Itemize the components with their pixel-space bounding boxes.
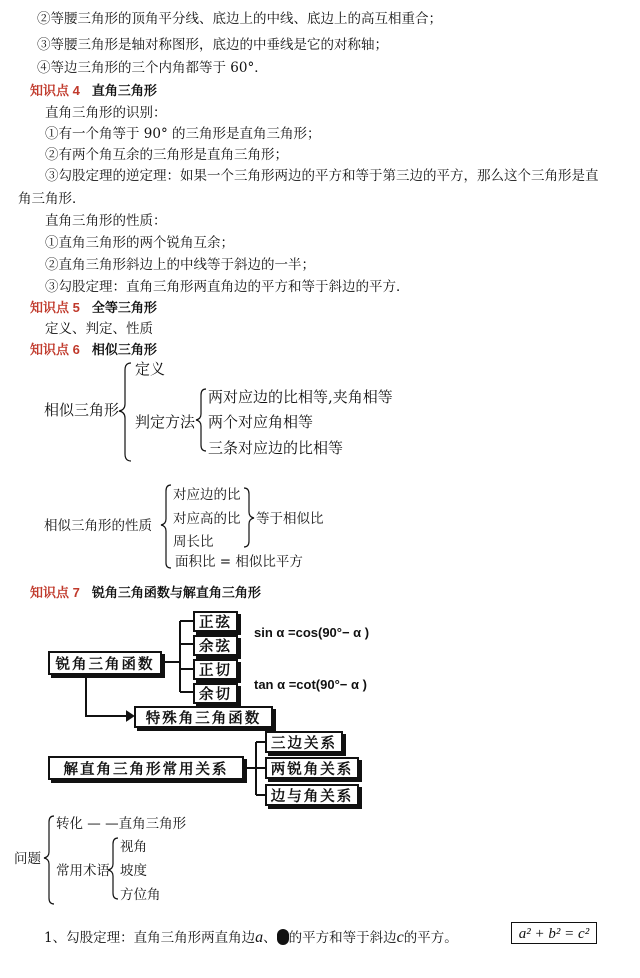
knowledge-point-title: 直角三角形: [91, 84, 157, 99]
connector-solve: [244, 742, 265, 795]
similar-root: 相似三角形: [44, 401, 120, 419]
box-sin: 正弦: [193, 611, 238, 632]
similar-method-label: 判定方法: [135, 413, 196, 431]
brace-similar: [119, 363, 131, 461]
knowledge-point-heading: [30, 584, 261, 603]
brace-question: [44, 816, 54, 904]
brace-props-right: [244, 488, 254, 547]
pythagoras-text: 的平方和等于斜边: [288, 930, 397, 946]
question-transform: 转化 — —直角三角形: [56, 816, 187, 832]
knowledge-point-number: 知识点 7: [30, 585, 80, 600]
text-line: ①有一个角等于 90° 的三角形是直角三角形；: [45, 126, 321, 142]
similar-method: 三条对应边的比相等: [208, 439, 344, 457]
text-line: ④等边三角形的三个内角都等于 60°．: [37, 60, 268, 76]
text-line: ①直角三角形的两个锐角互余；: [45, 235, 234, 251]
knowledge-point-number: 知识点 5: [30, 300, 80, 315]
props-item: 周长比: [173, 534, 214, 550]
text-line: ②等腰三角形的顶角平分线、底边上的中线、底边上的高互相重合；: [37, 11, 442, 27]
props-result: 等于相似比: [256, 511, 324, 527]
knowledge-point-title: 锐角三角函数与解直角三角形: [91, 586, 261, 601]
arrow-special: [127, 712, 133, 720]
knowledge-point-title: 全等三角形: [91, 301, 157, 316]
similar-definition: 定义: [135, 360, 166, 378]
pythagoras-text: 1、勾股定理：直角三角形两直角边: [44, 930, 256, 946]
knowledge-point-title: 相似三角形: [91, 343, 157, 358]
text-line: 直角三角形的性质：: [45, 213, 167, 229]
question-root: 问题: [14, 851, 41, 867]
text-line: 直角三角形的识别：: [45, 105, 167, 121]
pythagoras-sep: 、: [263, 930, 277, 946]
text-line: ③勾股定理：直角三角形两直角边的平方和等于斜边的平方．: [45, 279, 410, 295]
question-term: 视角: [120, 839, 147, 855]
text-line: ③勾股定理的逆定理：如果一个三角形两边的平方和等于第三边的平方，那么这个三角形是直: [45, 168, 599, 184]
box-solve-relations: 解直角三角形常用关系: [48, 756, 244, 780]
brace-methods: [196, 389, 206, 451]
formula-sin-cos: sin α =cos(90°− α ): [254, 625, 370, 640]
pythagoras-text: 的平方。: [403, 930, 458, 946]
props-item: 对应高的比: [173, 511, 241, 527]
props-item: 对应边的比: [173, 487, 241, 503]
question-term: 方位角: [120, 887, 161, 903]
props-root: 相似三角形的性质: [44, 518, 152, 534]
box-rel-sides: 三边关系: [265, 731, 343, 753]
knowledge-point-number: 知识点 4: [30, 83, 80, 98]
text-line: ③等腰三角形是轴对称图形，底边的中垂线是它的对称轴；: [37, 37, 388, 53]
box-tan: 正切: [193, 659, 238, 680]
knowledge-point-number: 知识点 6: [30, 342, 80, 357]
formula-tan-cot: tan α =cot(90°− α ): [254, 677, 367, 692]
connector-special: [86, 678, 133, 716]
text-line: ②有两个角互余的三角形是直角三角形；: [45, 147, 288, 163]
pythagoras-line: [44, 929, 458, 947]
box-trig-root: 锐角三角函数: [48, 651, 162, 675]
similar-method: 两对应边的比相等,夹角相等: [208, 388, 393, 406]
box-cos: 余弦: [193, 635, 238, 656]
similar-method: 两个对应角相等: [208, 413, 314, 431]
var-a: a: [255, 929, 264, 946]
redaction-blot: [277, 929, 289, 945]
connector-trig: [163, 621, 193, 692]
props-area: 面积比 = 相似比平方: [175, 554, 303, 570]
box-rel-angles: 两锐角关系: [265, 757, 359, 779]
brace-props-left: [161, 485, 171, 568]
text-line: 定义、判定、性质: [45, 321, 153, 337]
text-line: 角三角形．: [18, 191, 86, 207]
box-cot: 余切: [193, 683, 238, 704]
text-line: ②直角三角形斜边上的中线等于斜边的一半；: [45, 257, 315, 273]
box-rel-side-angle: 边与角关系: [265, 784, 359, 806]
question-term: 坡度: [120, 863, 147, 879]
question-terms-label: 常用术语: [56, 863, 110, 879]
pythagoras-formula-box: a² + b² = c²: [511, 922, 597, 944]
box-special-angles: 特殊角三角函数: [134, 706, 273, 728]
var-c: c: [396, 929, 404, 946]
